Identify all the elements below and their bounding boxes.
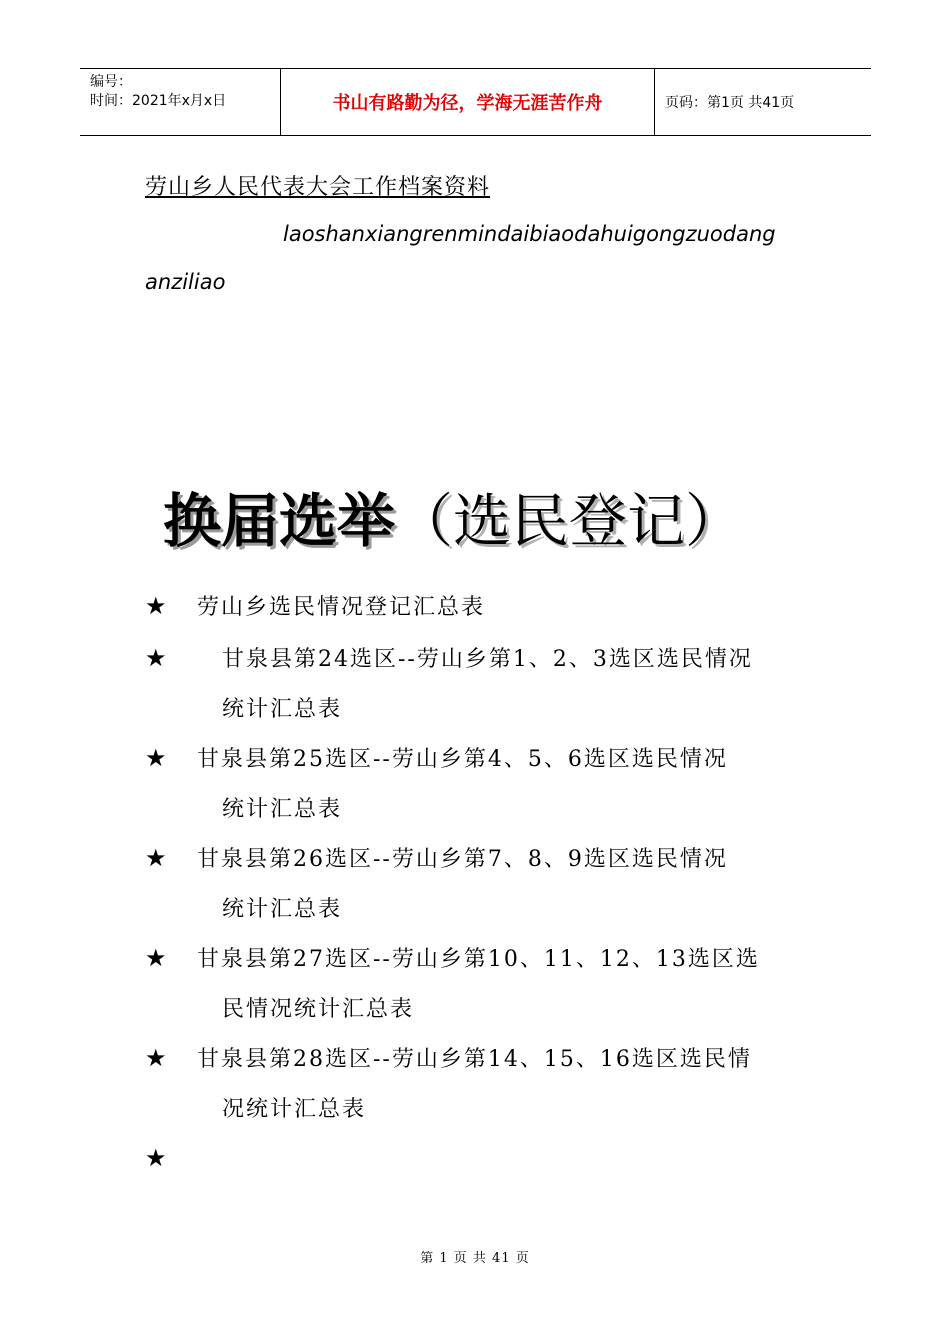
star-icon: ★ bbox=[145, 1144, 169, 1172]
item-line: 劳山乡选民情况登记汇总表 bbox=[197, 595, 486, 620]
item-line: 统计汇总表 bbox=[222, 797, 343, 822]
time-label: 时间：2021年x月x日 bbox=[90, 93, 227, 109]
header-table bbox=[80, 68, 871, 136]
item-line: 甘泉县第25选区--劳山乡第4、5、6选区选民情况 bbox=[197, 747, 728, 772]
header-page-info: 页码：第1页 共41页 bbox=[665, 95, 795, 111]
pinyin-line-1: laoshanxiangrenmindaibiaodahuigongzuodang bbox=[283, 222, 776, 246]
star-icon: ★ bbox=[145, 944, 169, 972]
item-line: 甘泉县第24选区--劳山乡第1、2、3选区选民情况 bbox=[222, 647, 753, 672]
item-line: 甘泉县第28选区--劳山乡第14、15、16选区选民情 bbox=[197, 1047, 752, 1072]
item-line: 甘泉县第26选区--劳山乡第7、8、9选区选民情况 bbox=[197, 847, 728, 872]
main-title bbox=[163, 474, 743, 558]
star-icon: ★ bbox=[145, 1044, 169, 1072]
archive-title: 劳山乡人民代表大会工作档案资料 bbox=[145, 175, 491, 200]
number-label: 编号： bbox=[90, 74, 132, 90]
star-icon: ★ bbox=[145, 844, 169, 872]
header-motto: 书山有路勤为径，学海无涯苦作舟 bbox=[281, 69, 655, 135]
star-icon: ★ bbox=[145, 592, 169, 620]
header-meta bbox=[80, 69, 281, 135]
star-icon: ★ bbox=[145, 744, 169, 772]
item-line: 统计汇总表 bbox=[222, 897, 343, 922]
main-title-light: （选民登记） bbox=[395, 487, 744, 555]
item-line: 甘泉县第27选区--劳山乡第10、11、12、13选区选 bbox=[197, 947, 760, 972]
pinyin-line-2: anziliao bbox=[145, 270, 226, 294]
page-footer: 第 1 页 共 41 页 bbox=[420, 1251, 530, 1266]
item-line: 统计汇总表 bbox=[222, 697, 343, 722]
item-line: 民情况统计汇总表 bbox=[222, 997, 415, 1022]
item-line: 况统计汇总表 bbox=[222, 1097, 367, 1122]
star-icon: ★ bbox=[145, 644, 169, 672]
main-title-bold: 换届选举 bbox=[163, 487, 396, 555]
